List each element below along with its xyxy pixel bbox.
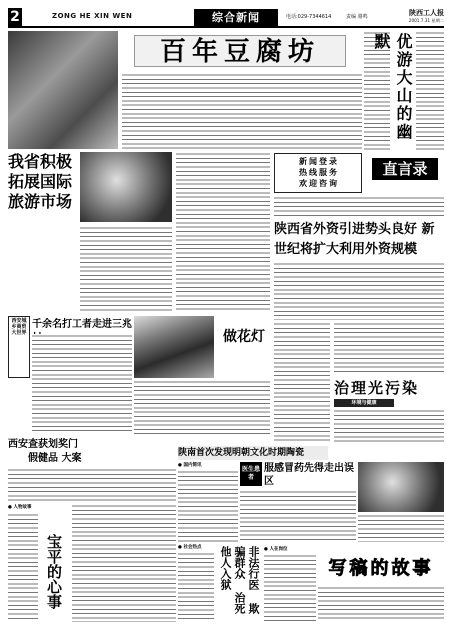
ads-line-3: 欢迎咨询	[299, 178, 339, 188]
tourism-photo	[80, 152, 172, 222]
doctor-photo	[358, 462, 444, 512]
pollution-story	[334, 378, 444, 444]
bazaar-story	[8, 316, 132, 434]
pollution-body	[334, 409, 444, 444]
overseas-body	[178, 470, 238, 542]
illegal-body	[178, 552, 214, 622]
baoping-body-2	[72, 504, 176, 622]
ads-line-2: 热线服务	[299, 167, 339, 177]
zhidianbao-label: 直言录	[372, 158, 438, 180]
investment-intro	[274, 196, 444, 218]
reservoir-body-b	[416, 31, 444, 151]
issue-date: 2001.7.31 星期二	[408, 18, 444, 23]
story-bottom-body-b	[318, 586, 444, 622]
overseas-label: ● 国内简讯	[178, 463, 202, 468]
mid-column-a	[274, 322, 330, 444]
pollution-kicker: 环境与健康	[334, 399, 394, 407]
xian-award-headline: 西安查获划奖门	[8, 439, 78, 450]
story-bottom-body-a	[264, 554, 316, 622]
tourism-headline-text: 我省积极拓展国际旅游市场	[8, 152, 73, 211]
mountain-headline: 非法行医 欺骗群众 治死他人入狱	[219, 546, 260, 614]
reservoir-headline: 优游大山的幽默	[372, 33, 413, 141]
lantern-subhead: 做花灯	[223, 329, 265, 345]
bazaar-headline: 千余名打工者走进三兆	[32, 319, 132, 330]
mid-column-b	[334, 322, 444, 374]
doctor-body-2	[358, 514, 444, 542]
lantern-photo	[134, 316, 214, 378]
doctor-tag: 医生患者	[240, 462, 262, 486]
pinyin-title: ZONG HE XIN WEN	[52, 12, 133, 20]
baoping-body	[8, 513, 38, 622]
tourism-story	[8, 152, 78, 312]
story-bottom-headline: 写稿的故事	[328, 558, 434, 579]
baoping-tag: ● 人物故事	[8, 505, 32, 510]
editor: 责编 骆鸣	[346, 14, 368, 20]
tofu-headline: 百年豆腐坊	[134, 35, 346, 67]
bazaar-tag: 西安城乡商贸大世界	[8, 316, 30, 378]
investment-body	[274, 262, 444, 320]
tourism-headline	[8, 152, 78, 292]
xian-award-story	[8, 438, 176, 502]
bazaar-body	[32, 334, 132, 434]
investment-headline: 陕西省外资引进势头良好 新世纪将扩大利用外资规模	[274, 222, 435, 257]
tourism-body-2	[80, 226, 172, 312]
ads-box	[274, 153, 362, 193]
paper-name: 陕西工人报	[409, 8, 444, 17]
baoping-story	[8, 504, 70, 622]
page-number: 2	[8, 8, 22, 26]
tofu-photo	[8, 31, 118, 149]
story-bottom-tag: ● 人在岗位	[264, 547, 288, 552]
xian-award-body	[8, 468, 176, 502]
illegal-label: ● 社会热点	[178, 545, 202, 550]
section-title: 综合新闻	[194, 9, 278, 26]
tofu-body	[122, 73, 362, 149]
ads-line-1: 新闻登录	[299, 156, 339, 166]
doctor-headline: 服感冒药先得走出误区	[264, 463, 354, 487]
tofu-story	[8, 31, 362, 151]
pollution-headline: 治理光污染	[334, 379, 420, 397]
doctor-story	[240, 462, 444, 542]
tourism-body	[176, 152, 270, 312]
masthead	[8, 8, 444, 28]
baoping-headline: 宝平的心事	[45, 534, 63, 609]
culture-headline: 陕南首次发现明朝文化时期陶瓷	[178, 446, 328, 460]
doctor-body	[240, 490, 356, 542]
reservoir-story	[364, 31, 444, 151]
phone: 电话:029-7344614	[286, 14, 332, 20]
xian-award-sub: 假健品 大案	[28, 453, 82, 464]
lantern-body	[134, 380, 270, 434]
